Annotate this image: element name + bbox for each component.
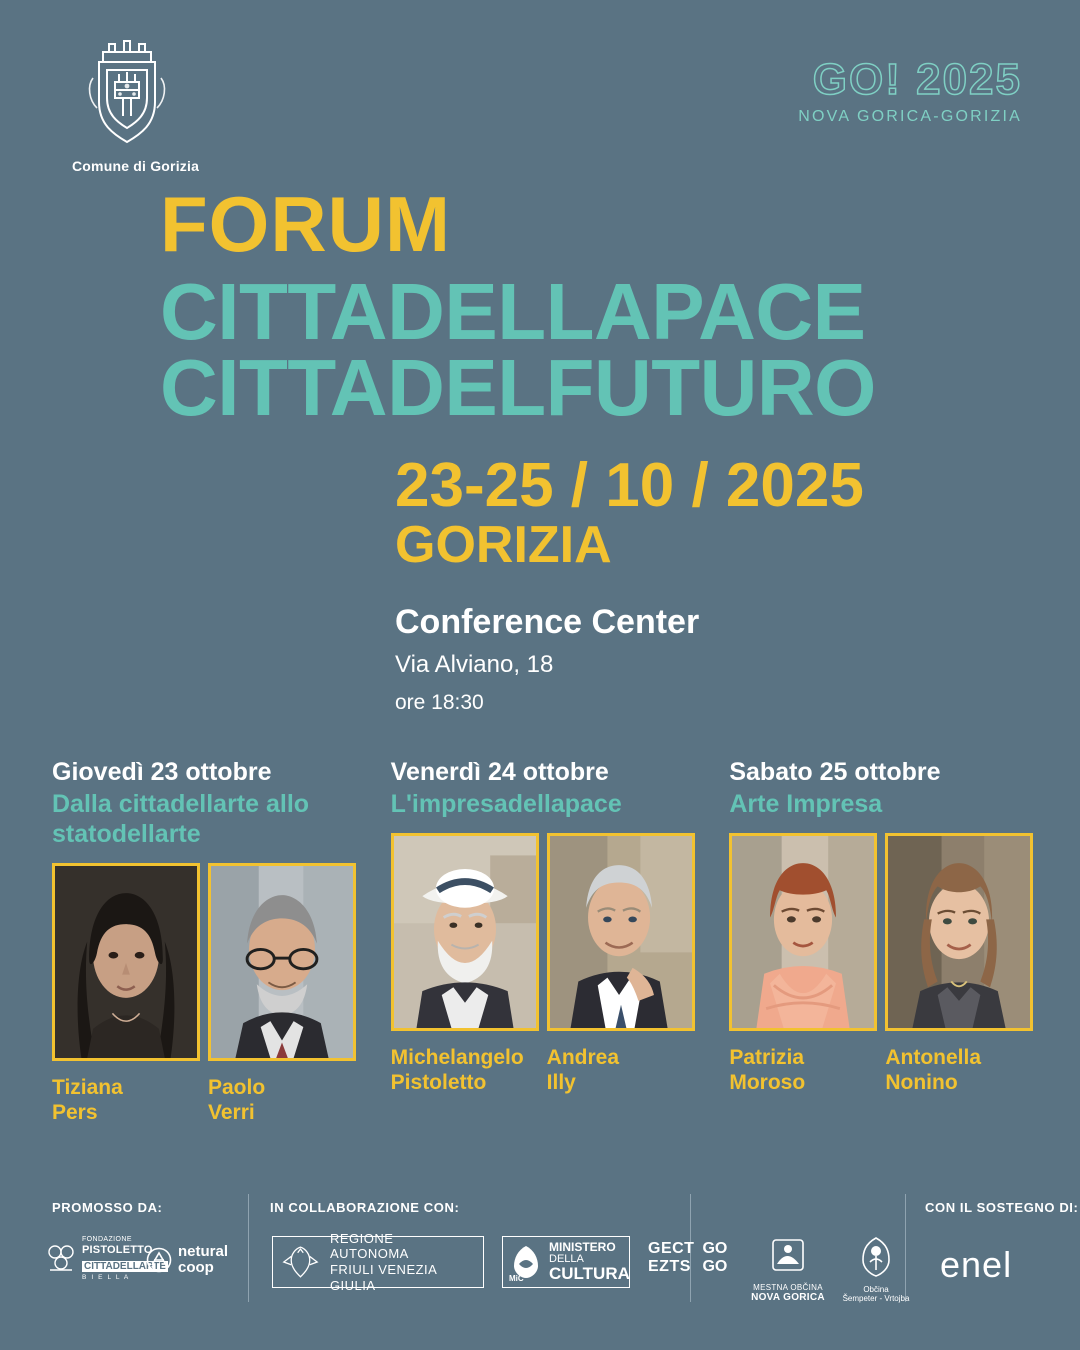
mestna-line-1: MESTNA OBČINA — [753, 1283, 823, 1292]
gect-line-1: GECT — [648, 1240, 695, 1257]
speaker-name — [208, 1075, 356, 1126]
mestna-line-2: NOVA GORICA — [751, 1292, 825, 1303]
obcina-line-1: Občina — [863, 1285, 889, 1294]
speaker-last-name: Verri — [208, 1101, 255, 1125]
netural-line-2: coop — [178, 1259, 214, 1277]
speaker-name — [729, 1045, 877, 1096]
logo-gect-go — [648, 1240, 727, 1275]
portrait-michelangelo-pistoletto — [391, 833, 539, 1031]
speaker-name — [885, 1045, 1033, 1096]
event-city: GORIZIA — [395, 515, 612, 574]
day-column-3 — [729, 758, 1042, 1126]
title-line-2: CITTADELFUTURO — [160, 343, 876, 433]
speaker-first-name: Patrizia — [729, 1045, 805, 1069]
collaboration-label: IN COLLABORAZIONE CON: — [270, 1200, 460, 1215]
portrait-tiziana-pers — [52, 863, 200, 1061]
footer-section — [0, 1188, 1080, 1350]
portrait-antonella-nonino — [885, 833, 1033, 1031]
speaker-last-name: Pistoletto — [390, 1071, 487, 1095]
forum-title: FORUM — [160, 180, 451, 268]
speaker-name — [391, 1045, 539, 1096]
speaker-first-name: Antonella — [885, 1045, 982, 1069]
support-label: CON IL SOSTEGNO DI: — [925, 1200, 1079, 1215]
gect-line-4: GO — [702, 1257, 728, 1275]
comune-di-gorizia-logo — [72, 38, 200, 174]
ministero-line-3: CULTURA — [549, 1264, 630, 1284]
cittadellarte-symbol-icon — [46, 1242, 76, 1276]
venue-time: ore 18:30 — [395, 691, 484, 715]
day-3-names — [729, 1045, 1042, 1096]
speaker-first-name: Michelangelo — [390, 1045, 524, 1069]
speaker-last-name: Moroso — [729, 1071, 806, 1095]
netural-line-1: netural — [178, 1243, 229, 1260]
speaker-name — [547, 1045, 695, 1096]
crest-label: Comune di Gorizia — [72, 158, 200, 174]
title-block — [0, 180, 1080, 715]
go-2025-subtitle: NOVA GORICA-GORIZIA — [798, 108, 1022, 125]
logo-enel — [940, 1244, 1012, 1286]
pistoletto-line-2: PISTOLETTO — [82, 1243, 153, 1256]
obcina-line-2: Šempeter - Vrtojba — [842, 1294, 910, 1303]
portrait-paolo-verri — [208, 863, 356, 1061]
go-2025-title: GO! 2025 — [812, 55, 1022, 104]
day-2-subtitle: L'impresadellapace — [390, 789, 622, 818]
days-section — [52, 758, 1042, 1126]
regione-line-1: REGIONE AUTONOMA — [329, 1230, 409, 1262]
go-2025-logo — [798, 55, 1022, 126]
venue-address: Via Alviano, 18 — [395, 651, 554, 679]
day-2-names — [391, 1045, 704, 1096]
enel-wordmark: enel — [940, 1244, 1013, 1285]
logo-netural-coop — [146, 1244, 228, 1276]
day-3-title: Sabato 25 ottobre — [729, 758, 941, 786]
pistoletto-line-3: CITTADELLARTE — [84, 1261, 167, 1273]
day-column-1 — [52, 758, 365, 1126]
speaker-last-name: Pers — [52, 1101, 98, 1125]
ministero-line-2: DELLA — [549, 1252, 584, 1265]
pistoletto-line-4: B I E L L A — [82, 1274, 130, 1282]
event-dates: 23-25 / 10 / 2025 — [395, 451, 864, 521]
day-2-photos — [391, 833, 704, 1031]
day-2-title: Venerdì 24 ottobre — [390, 758, 609, 786]
day-1-subtitle: Dalla cittadellarte allo statodellarte — [52, 789, 310, 848]
day-1-names — [52, 1075, 365, 1126]
logo-mestna-obcina-nova-gorica — [740, 1236, 836, 1303]
promoted-by-label: PROMOSSO DA: — [52, 1200, 163, 1215]
day-1-title: Giovedì 23 ottobre — [52, 758, 272, 786]
venue-block — [0, 602, 1080, 715]
speaker-first-name: Tiziana — [52, 1075, 123, 1099]
netural-coop-symbol-icon — [146, 1247, 172, 1273]
logo-ministero-cultura — [502, 1236, 630, 1288]
venue-name: Conference Center — [395, 603, 700, 642]
speaker-first-name: Paolo — [208, 1075, 266, 1099]
day-3-subtitle: Arte Impresa — [729, 789, 883, 818]
logo-regione-fvg — [272, 1230, 484, 1293]
day-1-photos — [52, 863, 365, 1061]
ministero-line-1: MINISTERO — [549, 1240, 616, 1254]
pistoletto-line-1: FONDAZIONE — [82, 1236, 132, 1243]
regione-line-2: FRIULI VENEZIA GIULIA — [329, 1262, 437, 1293]
nova-gorica-crest-icon — [767, 1236, 809, 1276]
day-column-2 — [391, 758, 704, 1126]
gorizia-coat-of-arms-icon — [79, 38, 175, 150]
day-3-photos — [729, 833, 1042, 1031]
regione-fvg-eagle-icon — [281, 1242, 320, 1282]
gect-line-3: GO — [702, 1240, 728, 1257]
speaker-last-name: Nonino — [885, 1071, 958, 1095]
sempeter-vrtojba-crest-icon — [859, 1236, 893, 1278]
logo-obcina-sempeter-vrtojba — [828, 1236, 924, 1303]
speaker-first-name: Andrea — [546, 1045, 620, 1069]
gect-line-2: EZTS — [648, 1257, 691, 1275]
portrait-patrizia-moroso — [729, 833, 877, 1031]
portrait-andrea-illy — [547, 833, 695, 1031]
speaker-last-name: Illy — [546, 1071, 576, 1095]
mic-abbreviation: MiC — [509, 1274, 524, 1283]
speaker-name — [52, 1075, 200, 1126]
title-line-1: CITTADELLAPACE — [160, 267, 866, 357]
footer-divider — [248, 1194, 249, 1302]
